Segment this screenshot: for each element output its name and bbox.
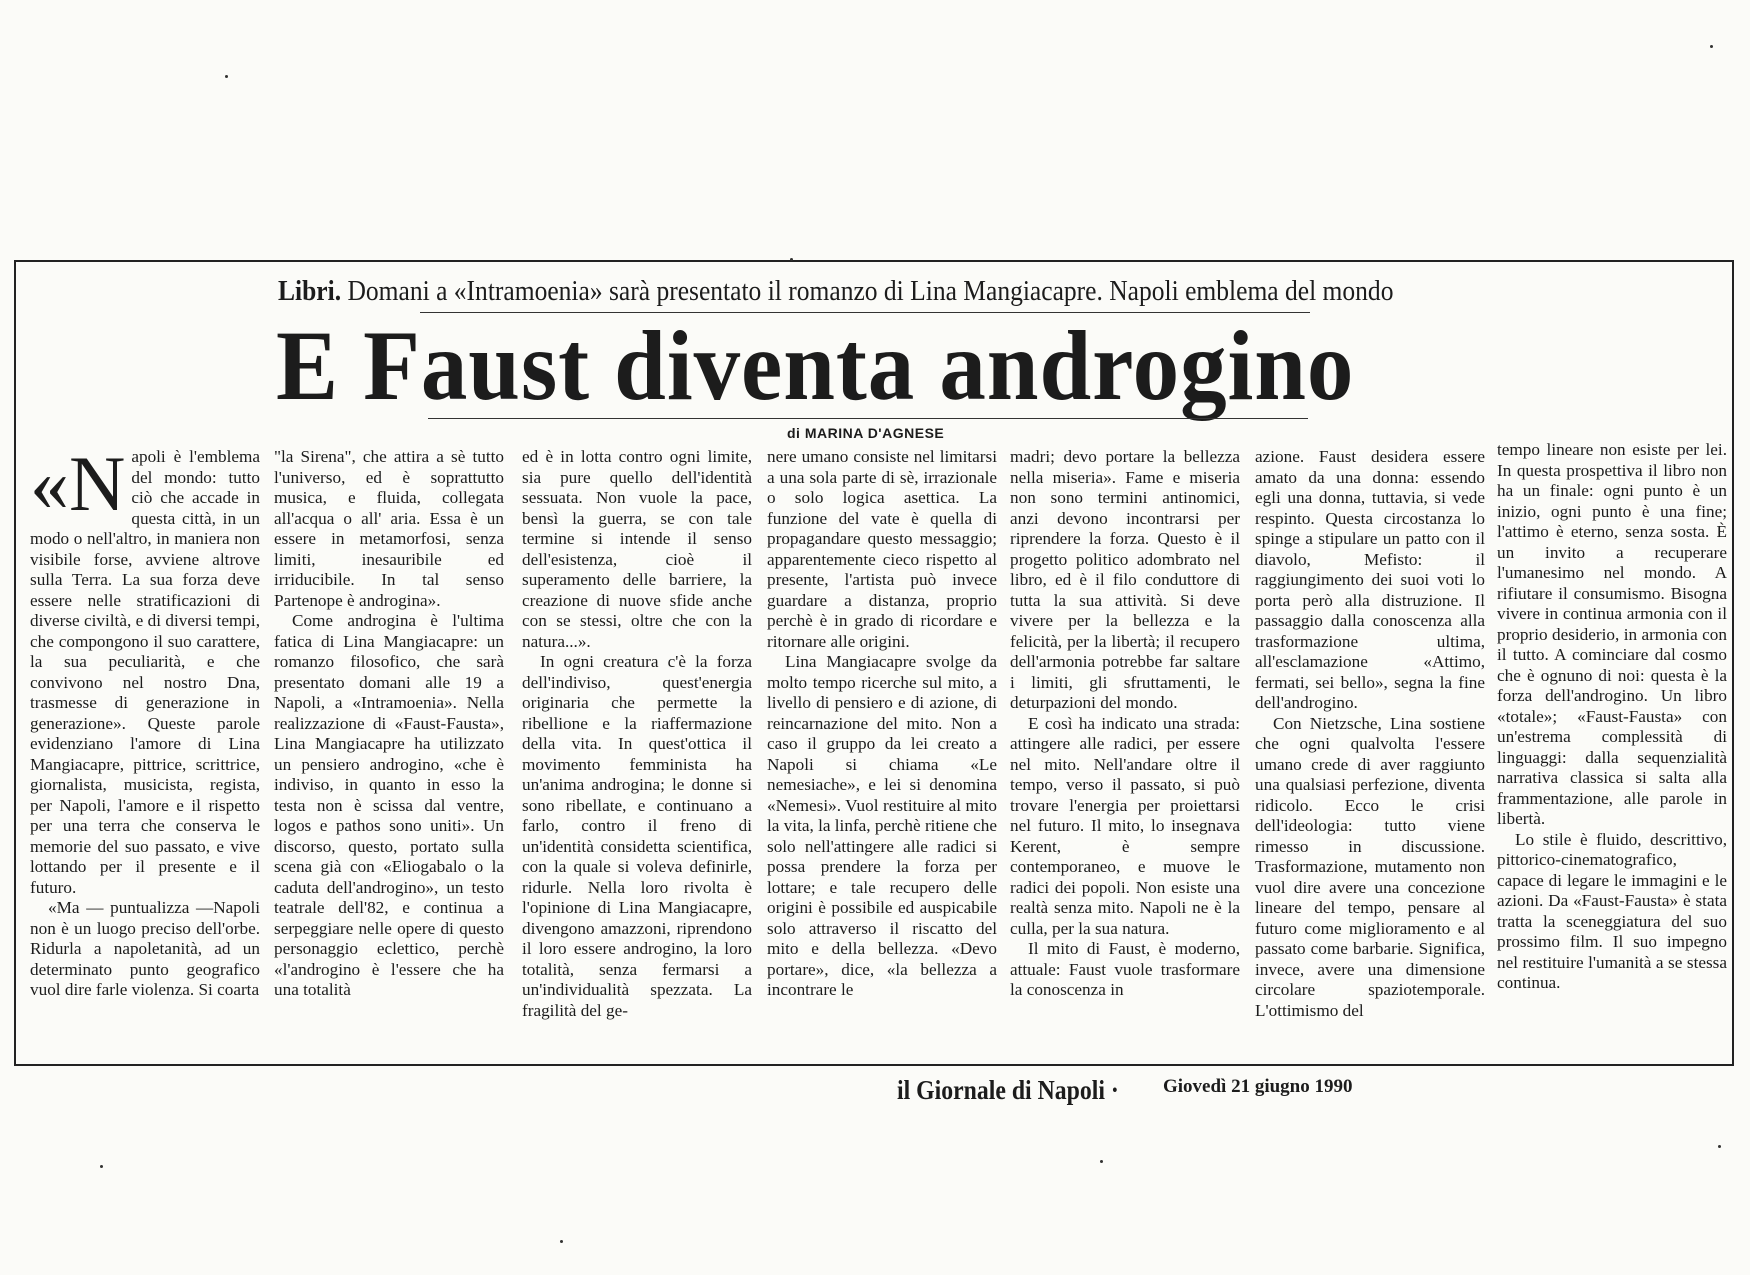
- column-7-paragraph-2: Lo stile è fluido, descrittivo, pittorico-cinematografico, capace di legare le immagini e le azioni. Da «Faust-Fausta» è stata tratta la sceneggiatura del suo prossimo film. Il suo impegno nel restituire l'umanità a se stessa continua.: [1497, 829, 1727, 992]
- kicker-text: Domani a «Intramoenia» sarà presentato il romanzo di Lina Mangiacapre. Napoli emblema del mondo: [347, 275, 1394, 307]
- column-6-paragraph-2: Con Nietzsche, Lina sostiene che ogni qualvolta l'essere umano crede di aver raggiunto una qualsiasi perfezione, diventa ridicolo. Ecco le crisi dell'ideologia: tutto viene rimesso in discussione. Trasformazione, mutamento non vuol dire avere una concezione lineare del tempo, pensare al futuro come miglioramento e al passato come barbarie. Significa, invece, avere una dimensione circolare spaziotemporale. L'ottimismo del: [1255, 713, 1485, 1020]
- newspaper-title: il Giornale di Napoli: [897, 1075, 1105, 1105]
- article-column-1: [30, 447, 260, 1052]
- dropcap: «N: [30, 447, 126, 527]
- kicker: [278, 274, 1394, 308]
- byline: di MARINA D'AGNESE: [787, 425, 945, 441]
- article-column-6: [1255, 447, 1485, 1052]
- column-3-paragraph-2: In ogni creatura c'è la forza dell'indiviso, quest'energia originaria che permette la ribellione e la riaffermazione della vita. In quest'ottica il movimento femminista ha un'anima androgina; le donne si sono ribellate, e continuano a farlo, contro il freno di un'identità considetta scientifica, con la quale si voleva definirle, ridurle. Nella loro rivolta è l'opinione di Lina Mangiacapre, divengono amazzoni, riprendono il loro essere androgino, la loro totalità, senza fermarsi a un'individualità spezzata. La fragilità del ge-: [522, 652, 752, 1020]
- column-5-paragraph-1: madri; devo portare la bellezza nella miseria». Fame e miseria non sono termini antinomici, anzi devono incontrarsi per riprendere la forza. Questo è il progetto politico adombrato nel libro, ed è il filo conduttore di tutta la sua attività. Si deve vivere per la bellezza e la felicità, per la libertà; il recupero dell'armonia potrebbe far saltare i limiti, gli sfruttamenti, le deturpazioni del mondo.: [1010, 447, 1240, 712]
- scan-speck: [1710, 45, 1713, 48]
- column-2-paragraph-2: Come androgina è l'ultima fatica di Lina Mangiacapre: un romanzo filosofico, che sarà presentato domani alle 19 a Napoli, a «Intramoenia». Nella realizzazione di «Faust-Fausta», Lina Mangiacapre ha utilizzato un pensiero androgino, «che è indiviso, in quanto in esso la testa non è scissa dal ventre, logos e pathos sono uniti». Un discorso, questo, portato sulla scena già con «Eliogabalo o la caduta dell'androgino», un testo teatrale dell'82, e continua a serpeggiare nelle opere di questo personaggio eclettico, perchè «l'androgino è l'essere che ha una totalità: [274, 611, 504, 999]
- scan-speck: [225, 75, 228, 78]
- column-5-paragraph-2: E così ha indicato una strada: attingere alle radici, per essere nel mito. Nell'andare oltre il tempo, verso il passato, si può trovare l'energia per proiettarsi nel futuro. Il mito, lo insegnava Kerent, è sempre contemporaneo, e muove le radici dei popoli. Non esiste una realtà senza mito. Napoli ne è la culla, per la sua natura.: [1010, 713, 1240, 938]
- column-5-paragraph-3: Il mito di Faust, è moderno, attuale: Faust vuole trasformare la conoscenza in: [1010, 939, 1240, 999]
- column-7-paragraph-1: tempo lineare non esiste per lei. In questa prospettiva il libro non ha un finale: ogni punto è un inizio, ogni punto è una fine; l'attimo è eterno, senza sosta. È un invito a recuperare l'umanesimo nel mondo. A rifiutare il consumismo. Bisogna vivere in continua armonia con il proprio desiderio, in armonia con il tutto. A cominciare dal cosmo che è ognuno di noi: questa è la forza dell'androgino. Un libro «totale»; «Faust-Fausta» con un'estrema complessità di linguaggi: dalla sequenzialità narrativa classica si salta alla frammentazione, alle parole in libertà.: [1497, 440, 1727, 828]
- article-column-2: [274, 447, 504, 1052]
- scan-speck: [1100, 1160, 1103, 1163]
- article-column-7: [1497, 440, 1727, 1045]
- publication-date: Giovedì 21 giugno 1990: [1163, 1076, 1353, 1097]
- headline-underline: [428, 418, 1308, 419]
- column-3-paragraph-1: ed è in lotta contro ogni limite, sia pure quello dell'identità sessuata. Non vuole la pace, bensì la guerra, se con tale termine si intende il senso dell'esistenza, cioè il superamento delle barriere, la creazione di nuove sfide anche con se stessi, oltre che con la natura...».: [522, 447, 752, 651]
- column-4-paragraph-2: Lina Mangiacapre svolge da molto tempo ricerche sul mito, a livello di pensiero e di azione, di reincarnazione del mito. Non a caso il gruppo da lei creato a Napoli si chiama «Le nemesiache», e lei si denomina «Nemesi». Vuol restituire al mito la vita, la linfa, perchè ritiene che solo nell'attingere alle radici si possa prendere la forza per lottare; e tale recupero delle origini è possibile ed auspicabile solo attraverso il riscatto del mito e della bellezza. «Devo portare», dice, «la bellezza a incontrare le: [767, 652, 997, 999]
- scan-speck: [790, 258, 793, 261]
- column-4-paragraph-1: nere umano consiste nel limitarsi a una sola parte di sè, irrazionale o solo logica asettica. La funzione del vate è quella di propagandare questo messaggio; apparentemente cieco rispetto al presente, l'artista può invece guardare a distanza, proprio perchè è in grado di ricordare e ritornare alle origini.: [767, 447, 997, 651]
- column-6-paragraph-1: azione. Faust desidera essere amato da una donna: essendo egli una donna, tuttavia, si vede respinto. Questa circostanza lo spinge a stipulare un patto con il diavolo, Mefisto: il raggiungimento dei suoi voti lo porta però alla distruzione. Il passaggio dalla conoscenza alla trasformazione ultima, all'esclamazione «Attimo, fermati, sei bello», segna la fine dell'androgino.: [1255, 447, 1485, 712]
- column-2-paragraph-1: "la Sirena", che attira a sè tutto l'universo, ed è soprattutto musica, e fluida, collegata all'acqua o all' aria. Essa è un essere in metamorfosi, senza limiti, inesauribile ed irriducibile. In tal senso Partenope è androgina».: [274, 447, 504, 610]
- article-column-5: [1010, 447, 1240, 1052]
- scan-speck: [560, 1240, 563, 1243]
- newspaper-name: [897, 1075, 1119, 1106]
- scan-speck: [100, 1165, 103, 1168]
- column-1-paragraph-1: [30, 447, 260, 898]
- kicker-label: Libri.: [278, 275, 342, 307]
- footer-separator: ·: [1110, 1075, 1119, 1105]
- scan-speck: [1718, 1145, 1721, 1148]
- column-1-text-1: apoli è l'emblema del mondo: tutto ciò che accade in questa città, in un modo o nell'altro, in maniera non visibile forse, avviene altrove sulla Terra. La sua forza deve essere nelle stratificazioni di diverse civiltà, e di diversi tempi, che compongono il suo carattere, la sua peculiarità, e che convivono nel nostro Dna, trasmesse di generazione in generazione». Queste parole evidenziano l'amore di Lina Mangiacapre, pittrice, scrittrice, giornalista, musicista, regista, per Napoli, l'amore e il rispetto per una terra che conserva le memorie del suo passato, e vive lottando per il presente e il futuro.: [30, 447, 260, 897]
- headline: E Faust diventa androgino: [276, 310, 1355, 421]
- article-column-4: [767, 447, 997, 1052]
- article-column-3: [522, 447, 752, 1052]
- column-1-paragraph-2: «Ma — puntualizza —Napoli non è un luogo preciso dell'orbe. Ridurla a napoletanità, ad un determinato punto geografico vuol dire farle violenza. Si coarta: [30, 898, 260, 999]
